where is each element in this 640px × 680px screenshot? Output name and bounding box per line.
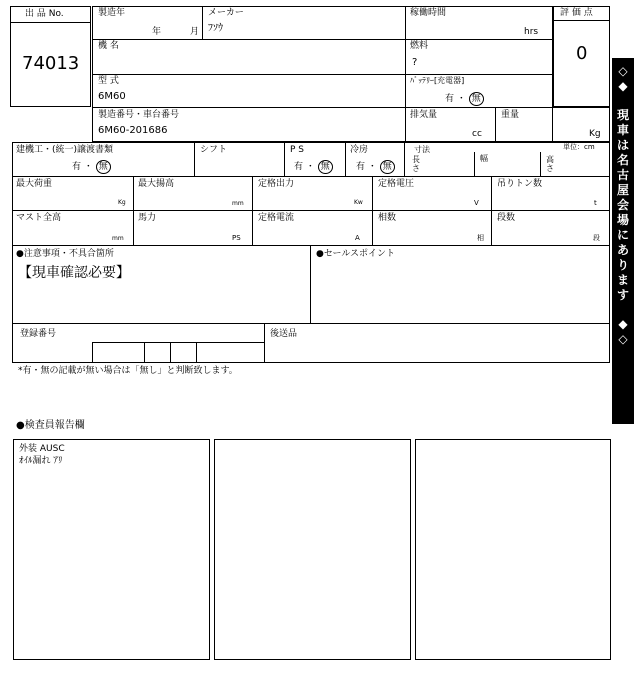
banner-char: 屋 <box>616 183 629 197</box>
ps-options <box>294 160 333 174</box>
banner-char: 現 <box>616 108 629 122</box>
max-lift-unit: mm <box>232 200 244 207</box>
ps-yes: 有 <box>294 162 304 172</box>
banner-char: は <box>616 138 629 152</box>
caution-label: ●注意事項・不具合箇所 <box>16 249 114 259</box>
banner-char: ◇ <box>618 64 628 78</box>
grade-value: 0 <box>576 43 588 64</box>
banner-char: り <box>616 258 629 272</box>
cooler-options <box>356 160 395 174</box>
rated-voltage-label: 定格電圧 <box>378 179 415 189</box>
cooler-label: 冷房 <box>350 145 369 155</box>
weight-unit: Kg <box>589 129 601 139</box>
year-label: 製造年 <box>98 8 126 18</box>
weight-label: 重量 <box>501 110 520 120</box>
battery-no-circled: 無 <box>469 92 484 106</box>
registration-grid <box>12 324 610 363</box>
stage-unit: 段 <box>593 234 600 242</box>
shift-label: シフト <box>200 145 228 155</box>
inspector-title: ●検査員報告欄 <box>16 420 85 431</box>
battery-label: ﾊﾞｯﾃﾘｰ[充電器] <box>410 76 465 85</box>
grade-label: 評 価 点 <box>560 8 593 18</box>
type-label: 型 式 <box>98 76 119 86</box>
phase-label: 相数 <box>378 213 397 223</box>
venue-banner <box>612 58 634 424</box>
dims-label: 寸法 <box>414 145 430 154</box>
banner-char: 名 <box>616 153 629 167</box>
cooler-dot: ・ <box>367 162 377 172</box>
banner-char: 場 <box>616 213 629 227</box>
type-value: 6M60 <box>98 91 126 102</box>
cooler-no-circled: 無 <box>380 160 395 174</box>
shipping-label: 後送品 <box>270 329 298 339</box>
footnote: *有・無の記載が無い場合は「無し」と判断致します。 <box>18 366 238 376</box>
banner-char: 古 <box>616 168 629 182</box>
max-load-unit: Kg <box>118 199 126 206</box>
height-label: 高 さ <box>546 155 554 173</box>
year-unit: 年 <box>152 27 162 37</box>
hours-unit: hrs <box>524 27 539 37</box>
banner-char: ◇ <box>618 332 628 346</box>
hours-label: 稼働時間 <box>410 8 447 18</box>
maker-value: ﾌｿｳ <box>208 23 223 34</box>
serial-value: 6M60-201686 <box>98 125 168 136</box>
registration-label: 登録番号 <box>20 329 57 339</box>
max-load-label: 最大荷重 <box>16 179 53 189</box>
maker-label: メーカー <box>208 8 244 18</box>
fuel-value: ? <box>412 57 418 68</box>
banner-char: ◆ <box>618 317 628 331</box>
ps-label: P S <box>290 145 305 155</box>
length-label: 長 さ <box>412 155 420 173</box>
mast-unit: mm <box>112 235 124 242</box>
banner-char: に <box>616 228 629 242</box>
model-name-label: 機 名 <box>98 41 119 51</box>
sales-label: ●セールスポイント <box>316 249 396 259</box>
hp-label: 馬力 <box>138 213 157 223</box>
stage-label: 段数 <box>497 213 516 223</box>
serial-label: 製造番号・車台番号 <box>98 110 180 120</box>
transfer-doc-label: 建機工・(統一)譲渡書類 <box>16 145 114 155</box>
phase-unit: 相 <box>477 234 484 242</box>
weight-box-extend <box>553 107 610 142</box>
inspector-box-1 <box>13 439 210 660</box>
lot-number-label: 出 品 No. <box>25 9 64 19</box>
transfer-dot: ・ <box>83 162 93 172</box>
banner-char: ま <box>616 273 629 287</box>
cooler-yes: 有 <box>356 162 366 172</box>
inspector-box-2 <box>214 439 411 660</box>
rated-current-label: 定格電流 <box>258 213 295 223</box>
displacement-unit: cc <box>472 129 482 139</box>
rated-voltage-unit: V <box>474 199 479 207</box>
mast-label: マスト全高 <box>16 213 62 223</box>
inspector-note-line-1: 外装 AUSC <box>19 444 65 454</box>
rated-output-label: 定格出力 <box>258 179 295 189</box>
transfer-no-circled: 無 <box>96 160 111 174</box>
banner-char: 車 <box>616 123 629 137</box>
lot-number-value: 74013 <box>22 53 80 74</box>
banner-char: あ <box>616 243 629 257</box>
hoist-unit: t <box>594 199 597 207</box>
fuel-label: 燃料 <box>410 41 429 51</box>
width-label: 幅 <box>480 154 488 163</box>
spec-grid <box>12 142 610 246</box>
banner-char: 会 <box>616 198 629 212</box>
battery-options <box>445 92 484 106</box>
banner-char: す <box>616 288 629 302</box>
transfer-yes: 有 <box>72 162 82 172</box>
month-unit: 月 <box>190 27 200 37</box>
displacement-label: 排気量 <box>410 110 438 120</box>
caution-value: 【現車確認必要】 <box>18 265 130 281</box>
rated-output-unit: Kw <box>354 199 363 206</box>
hp-unit: PS <box>232 234 241 242</box>
battery-dot: ・ <box>456 94 466 104</box>
transfer-doc-options <box>72 160 111 174</box>
inspector-note-line-2: ｵｲﾙ漏れ ｱﾘ <box>19 456 63 466</box>
hoist-label: 吊りトン数 <box>497 179 543 189</box>
battery-yes: 有 <box>445 94 455 104</box>
ps-dot: ・ <box>305 162 315 172</box>
max-lift-label: 最大揚高 <box>138 179 175 189</box>
ps-no-circled: 無 <box>318 160 333 174</box>
inspector-box-3 <box>415 439 611 660</box>
banner-char: ◆ <box>618 79 628 93</box>
rated-current-unit: A <box>355 234 360 242</box>
dims-unit: 単位：cm <box>563 143 595 151</box>
